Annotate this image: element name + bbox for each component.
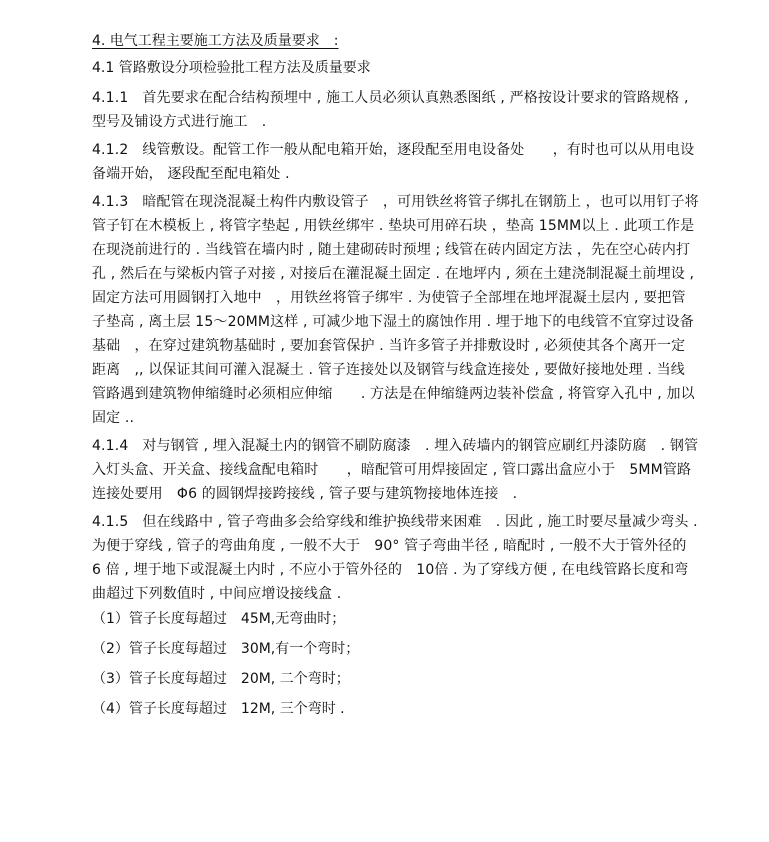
section-heading: 4. 电气工程主要施工方法及质量要求 : — [92, 33, 339, 49]
paragraph-text: 首先要求在配合结构预埋中 , 施工人员必须认真熟悉图纸 , 严格按设计要求的管路规格 , 型号及铺设方式进行施工 . — [92, 90, 689, 130]
paragraph-number: 4.1.1 — [92, 90, 129, 106]
paragraph-4-1-3 — [92, 190, 699, 430]
conditions-list — [92, 610, 699, 719]
paragraph-number: 4.1.3 — [92, 194, 129, 210]
list-item: （3）管子长度每超过 20M, 二个弯时； — [92, 671, 350, 687]
paragraph-text: 暗配管在现浇混凝土构件内敷设管子 ，可用铁丝将管子绑扎在钢筋上 ，也可以用钉子将管子钉在木模板上 , 将管字垫起 , 用铁丝绑牢 . 垫块可用碎石块 ，垫高 15MM以上 . 此项工作是在现浇前进行的 . 当线管在墙内时 , 随土建砌砖时预埋 ; 线管在砖内固定方法 ，先在空心砖内打孔 , 然后在与梁板内管子对接 , 对接后在灌混凝土固定 . 在地坪内 , 须在土建浇制混凝土前埋设 , 固定方法可用圆钢打入地中 ，用铁丝将管子绑牢 . 为使管子全部埋在地坪混凝土层内 , 要把管子垫高 , 离土层 15～20MM这样 , 可减少地下湿土的腐蚀作用 . 埋于地下的电线管不宜穿过设备基础 ，在穿过建筑物基础时 , 要加套管保护 . 当许多管子并排敷设时 , 必须使其各个离开一定距离 ,, 以保证其间可灌入混凝土 . 管子连接处以及钢管与线盒连接处 , 要做好接地处理 . 当线管路遇到建筑物伸缩缝时必须相应伸缩 . 方法是在伸缩缝两边装补偿盒 , 将管穿入孔中 , 加以固定 .. — [92, 194, 699, 426]
subsection-heading: 4.1 管路敷设分项检验批工程方法及质量要求 — [92, 60, 371, 76]
paragraph-4-1-5 — [92, 510, 699, 606]
paragraph-text: 对与钢管 , 埋入混凝土内的钢管不刷防腐漆 . 埋入砖墙内的钢管应刷红丹漆防腐 . 钢管入灯头盒、开关盒、接线盒配电箱时 ，暗配管可用焊接固定 , 管口露出盒应小于 5MM管路连接处要用 Φ6 的圆钢焊接跨接线 , 管子要与建筑物接地体连接 . — [92, 438, 699, 502]
list-item: （4）管子长度每超过 12M, 三个弯时 . — [92, 701, 345, 717]
paragraph-text: 线管敷设。配管工作一般从配电箱开始，逐段配至用电设备处 ，有时也可以从用电设备端开始， 逐段配至配电箱处 . — [92, 142, 695, 182]
paragraph-text: 但在线路中 , 管子弯曲多会给穿线和维护换线带来困难 . 因此 , 施工时要尽量减少弯头 . 为便于穿线 , 管子的弯曲角度 , 一般不大于 90° 管子弯曲半径 , 暗配时 , 一般不大于管外径的 6 倍 , 埋于地下或混凝土内时 , 不应小于管外径的 10倍 . 为了穿线方便 , 在电线管路长度和弯曲超过下列数值时 , 中间应增设接线盒 . — [92, 514, 698, 602]
paragraph-4-1-1 — [92, 86, 699, 134]
paragraph-number: 4.1.5 — [92, 514, 129, 530]
paragraph-number: 4.1.4 — [92, 438, 129, 454]
list-item: （2）管子长度每超过 30M,有一个弯时； — [92, 641, 360, 657]
paragraph-number: 4.1.2 — [92, 142, 129, 158]
list-item: （1）管子长度每超过 45M,无弯曲时； — [92, 611, 346, 627]
paragraph-4-1-2 — [92, 138, 699, 186]
paragraph-4-1-4 — [92, 434, 699, 506]
